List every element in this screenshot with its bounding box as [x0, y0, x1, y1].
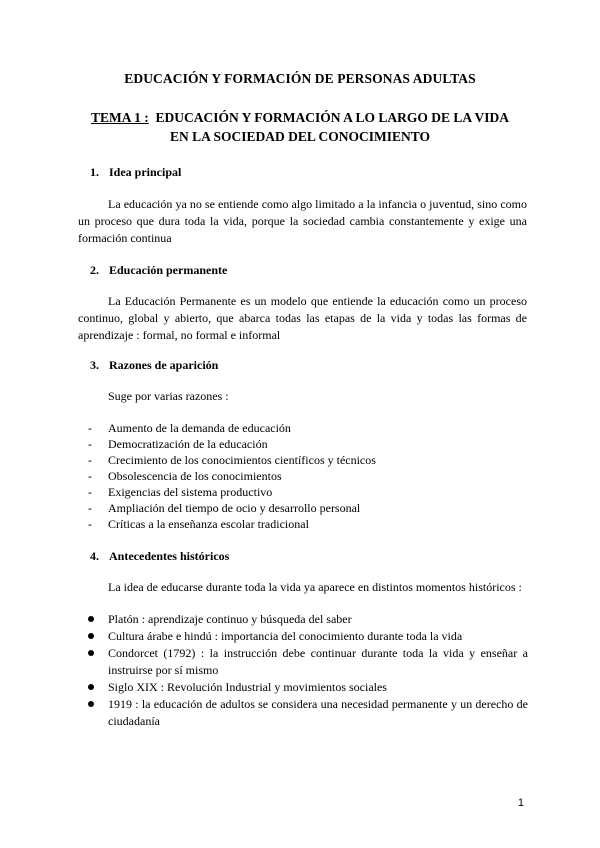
section-number: 2.: [90, 263, 99, 277]
section-heading-3: [90, 358, 218, 373]
section-heading-4: [90, 549, 229, 564]
section-heading-2: [90, 263, 227, 278]
list-item: - Obsolescencia de los conocimientos: [88, 469, 282, 483]
bullet-marker: [88, 650, 94, 656]
section-3-intro: Suge por varias razones :: [108, 389, 229, 403]
bullet-marker: [88, 701, 94, 707]
dash-marker: -: [88, 501, 92, 515]
topic-title-line2: EN LA SOCIEDAD DEL CONOCIMIENTO: [169, 129, 431, 144]
list-item: - Ampliación del tiempo de ocio y desarrollo personal: [88, 501, 361, 515]
list-item: 1919 : la educación de adultos se considera una necesidad permanente y un derecho de ciudadanía: [88, 696, 528, 730]
reasons-list: [88, 420, 528, 532]
list-item: Cultura árabe e hindú : importancia del conocimiento durante toda la vida: [88, 628, 528, 645]
page-number: 1: [517, 797, 524, 809]
history-list: [88, 611, 528, 730]
dash-marker: -: [88, 485, 92, 499]
dash-marker: -: [88, 517, 92, 531]
dash-marker: -: [88, 453, 92, 467]
section-2-paragraph: La Educación Permanente es un modelo que entiende la educación como un proceso continuo, global y abierto, que abarca todas las etapas de la vida y todas las formas de aprendizaje : formal, no formal e informal: [78, 294, 527, 342]
topic-title-line1: EDUCACIÓN Y FORMACIÓN A LO LARGO DE LA VIDA: [155, 110, 510, 125]
list-item: Siglo XIX : Revolución Industrial y movimientos sociales: [88, 679, 528, 696]
section-heading-text: Idea principal: [109, 165, 182, 179]
section-4-intro: La idea de educarse durante toda la vida ya aparece en distintos momentos históricos :: [108, 580, 522, 594]
document-title: EDUCACIÓN Y FORMACIÓN DE PERSONAS ADULTAS: [124, 71, 476, 86]
list-item: - Aumento de la demanda de educación: [88, 421, 291, 435]
list-item: - Democratización de la educación: [88, 437, 268, 451]
bullet-marker: [88, 616, 94, 622]
list-item: - Crecimiento de los conocimientos científicos y técnicos: [88, 453, 376, 467]
section-number: 1.: [90, 165, 99, 179]
list-item: - Críticas a la enseñanza escolar tradicional: [88, 517, 309, 531]
bullet-marker: [88, 633, 94, 639]
section-1-paragraph: La educación ya no se entiende como algo limitado a la infancia o juventud, sino como un proceso que dura toda la vida, porque la sociedad cambia constantemente y exige una formación continua: [78, 197, 527, 245]
dash-marker: -: [88, 437, 92, 451]
dash-marker: -: [88, 469, 92, 483]
section-number: 4.: [90, 549, 99, 563]
section-heading-text: Antecedentes históricos: [109, 549, 230, 563]
section-heading-text: Educación permanente: [109, 263, 228, 277]
list-item: Platón : aprendizaje continuo y búsqueda del saber: [88, 611, 528, 628]
list-item: - Exigencias del sistema productivo: [88, 485, 273, 499]
list-item: Condorcet (1792) : la instrucción debe continuar durante toda la vida y enseñar a instruirse por sí mismo: [88, 645, 528, 679]
dash-marker: -: [88, 421, 92, 435]
topic-title: [75, 108, 525, 146]
section-heading-text: Razones de aparición: [109, 358, 219, 372]
section-number: 3.: [90, 358, 99, 372]
topic-label: TEMA 1 :: [90, 110, 149, 125]
section-heading-1: [90, 165, 181, 180]
bullet-marker: [88, 684, 94, 690]
